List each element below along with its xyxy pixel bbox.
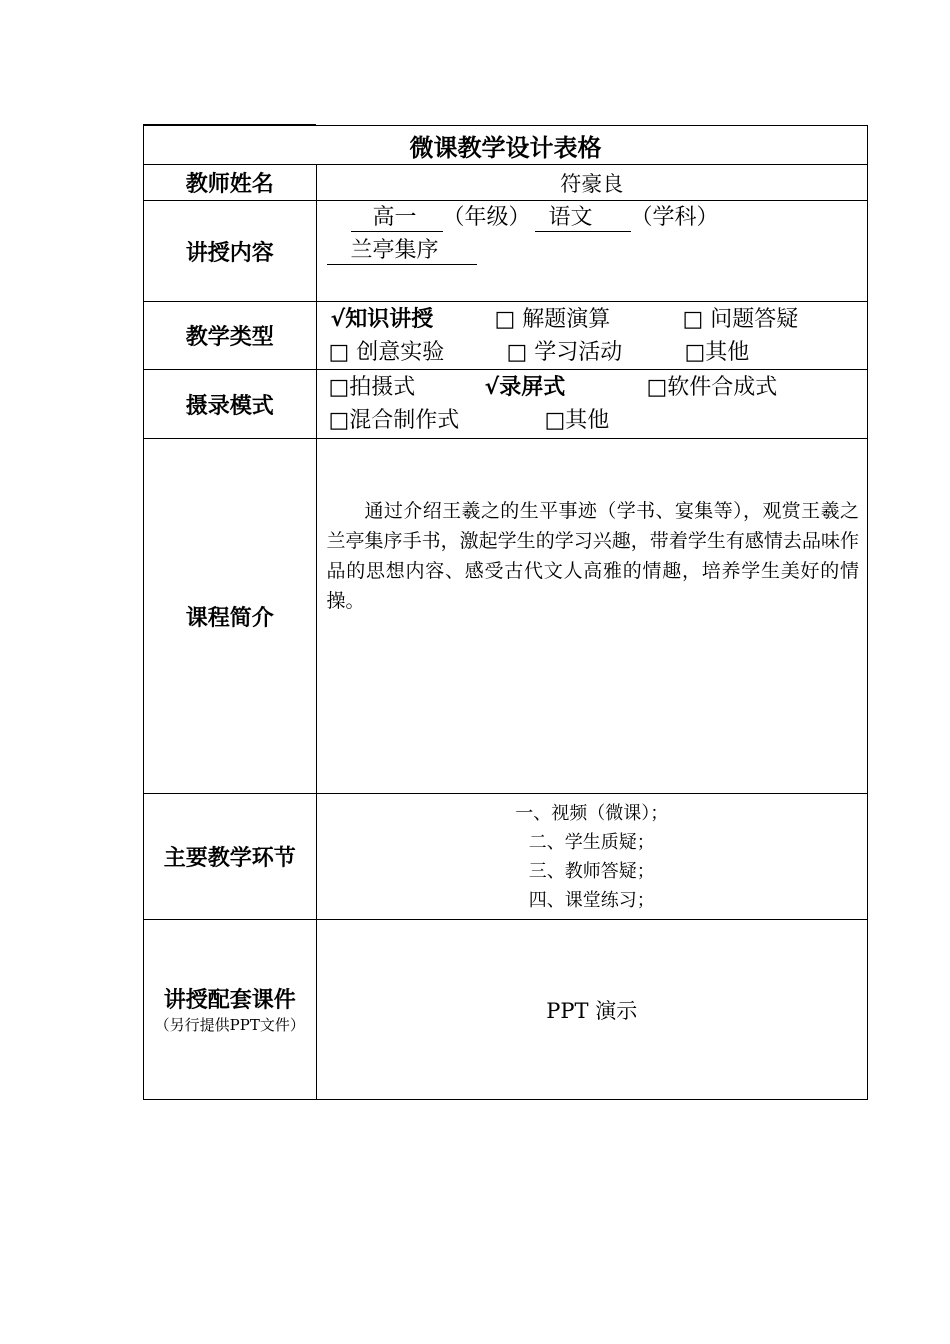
table-title: 微课教学设计表格 bbox=[144, 126, 868, 165]
courseware-value: PPT 演示 bbox=[316, 920, 868, 1100]
subject-unit: （学科） bbox=[630, 205, 719, 230]
lesson-value: 兰亭集序 bbox=[327, 238, 477, 265]
mode-option-shoot: □拍摄式 bbox=[328, 375, 416, 400]
mode-option-other: □其他 bbox=[544, 408, 610, 433]
step-item: 二、学生质疑； bbox=[528, 831, 655, 853]
type-option-experiment: □ 创意实验 bbox=[328, 339, 445, 365]
subject-value: 语文 bbox=[535, 205, 631, 232]
steps-label: 主要教学环节 bbox=[144, 794, 317, 920]
courseware-label-cell bbox=[144, 920, 317, 1100]
mode-option-mixed: □混合制作式 bbox=[328, 408, 460, 433]
content-label: 讲授内容 bbox=[144, 201, 317, 302]
steps-cell bbox=[316, 794, 868, 920]
design-table bbox=[143, 124, 868, 1100]
content-cell bbox=[316, 201, 868, 302]
type-option-solve: □ 解题演算 bbox=[494, 306, 611, 332]
type-label: 教学类型 bbox=[144, 302, 317, 370]
grade-unit: （年级） bbox=[442, 205, 531, 230]
mode-option-screen: √录屏式 bbox=[484, 375, 566, 400]
teacher-value: 符豪良 bbox=[316, 165, 868, 201]
courseware-label: 讲授配套课件 bbox=[163, 988, 296, 1013]
intro-text: 通过介绍王羲之的生平事迹（学书、宴集等），观赏王羲之兰亭集序手书，激起学生的学习兴趣，带着学生有感情去品味作品的思想内容、感受古代文人高雅的情趣，培养学生美好的情操。 bbox=[326, 500, 859, 612]
type-option-lecture: √知识讲授 bbox=[330, 306, 434, 332]
step-item: 三、教师答疑； bbox=[528, 860, 655, 882]
step-item: 一、视频（微课）； bbox=[515, 802, 669, 824]
type-option-qa: □ 问题答疑 bbox=[682, 306, 799, 332]
courseware-note: （另行提供PPT文件） bbox=[154, 1016, 305, 1034]
grade-value: 高一 bbox=[351, 205, 443, 232]
mode-label: 摄录模式 bbox=[144, 370, 317, 439]
mode-cell bbox=[316, 370, 868, 439]
type-option-activity: □ 学习活动 bbox=[506, 339, 623, 365]
teacher-label: 教师姓名 bbox=[144, 165, 317, 201]
intro-label: 课程简介 bbox=[144, 439, 317, 794]
mode-option-software: □软件合成式 bbox=[646, 375, 778, 400]
intro-cell bbox=[316, 439, 868, 794]
type-cell bbox=[316, 302, 868, 370]
type-option-other: □其他 bbox=[684, 339, 750, 365]
step-item: 四、课堂练习； bbox=[528, 889, 655, 911]
